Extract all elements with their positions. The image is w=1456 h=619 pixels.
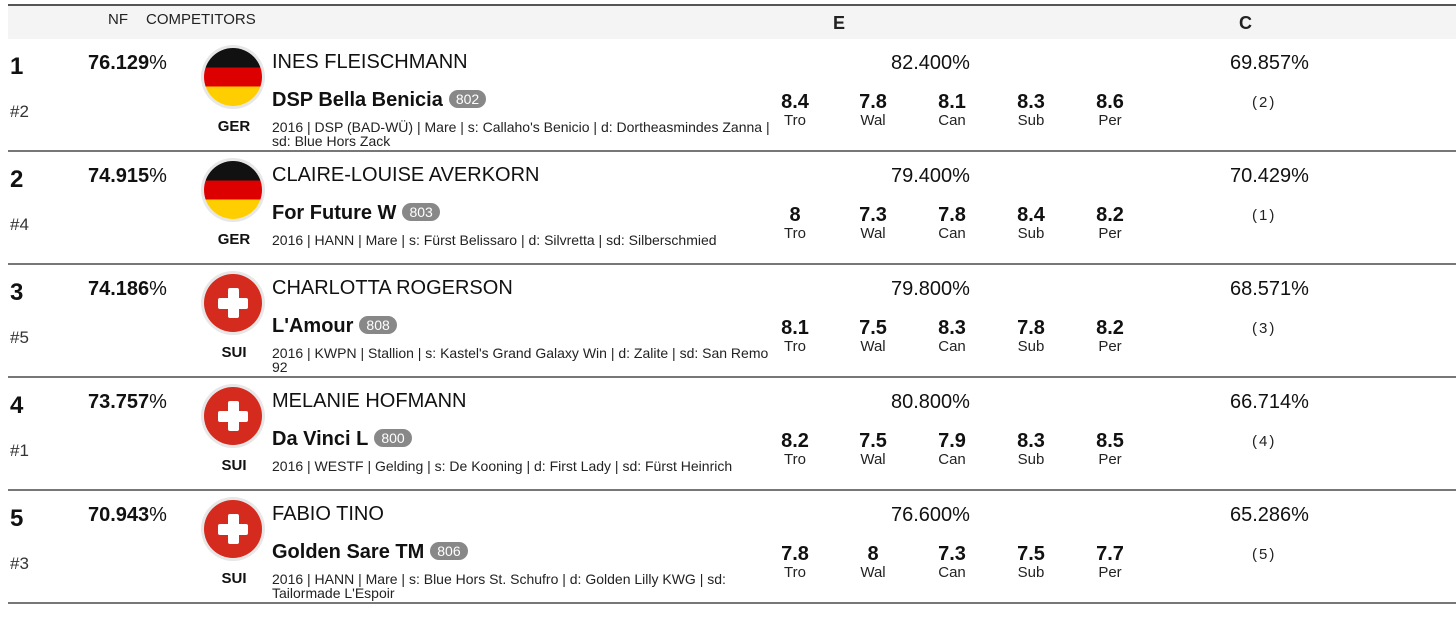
criterion-label: Tro (784, 564, 806, 581)
criterion-score-value: 8.1 (781, 317, 809, 339)
criterion-score (765, 430, 825, 467)
result-row[interactable] (8, 378, 1456, 491)
criterion-label: Can (938, 225, 966, 242)
criterion-score-value: 7.5 (859, 317, 887, 339)
criterion-label: Wal (860, 225, 886, 242)
rider-name[interactable]: INES FLEISCHMANN (272, 51, 468, 73)
rank: 2 (10, 166, 24, 193)
criterion-score (1001, 204, 1061, 241)
criterion-score-value: 7.8 (1017, 317, 1045, 339)
c-total-score: 65.286% (1230, 504, 1309, 526)
nation-code: SUI (221, 457, 247, 474)
criterion-score (765, 91, 825, 128)
criterion-score (843, 204, 903, 241)
horse-name-text[interactable]: L'Amour (272, 315, 354, 337)
criterion-score-value: 8.3 (1017, 430, 1045, 452)
start-number: #5 (10, 328, 29, 347)
germany-flag-icon (204, 161, 262, 219)
results-list (8, 39, 1456, 604)
result-row[interactable] (8, 152, 1456, 265)
horse-name[interactable] (272, 315, 397, 338)
bib-number-badge: 802 (449, 90, 486, 108)
total-percentage (88, 278, 167, 301)
criterion-score-value: 7.8 (781, 543, 809, 565)
criterion-score (765, 204, 825, 241)
criterion-label: Tro (784, 112, 806, 129)
percent-sign: % (149, 165, 167, 187)
criterion-score-value: 8.6 (1096, 91, 1124, 113)
germany-flag-icon (204, 48, 262, 106)
total-percentage-value: 76.129 (88, 52, 150, 74)
criterion-score (922, 91, 982, 128)
rank: 3 (10, 279, 24, 306)
criterion-score (1001, 317, 1061, 354)
rider-name[interactable]: CLAIRE-LOUISE AVERKORN (272, 164, 540, 186)
criterion-score (843, 91, 903, 128)
total-percentage-value: 70.943 (88, 504, 150, 526)
criterion-score-value: 8.2 (1096, 204, 1124, 226)
criterion-score-value: 7.3 (938, 543, 966, 565)
criterion-label: Per (1098, 564, 1122, 581)
start-number: #3 (10, 554, 29, 573)
criterion-score (765, 543, 825, 580)
criterion-score (843, 543, 903, 580)
nation-code: SUI (221, 570, 247, 587)
criterion-score-value: 8.3 (938, 317, 966, 339)
criterion-score-value: 8.4 (781, 91, 809, 113)
criterion-score-value: 7.9 (938, 430, 966, 452)
criterion-label: Sub (1017, 338, 1045, 355)
criterion-label: Sub (1017, 451, 1045, 468)
criterion-label: Can (938, 451, 966, 468)
rider-name[interactable]: FABIO TINO (272, 503, 384, 525)
criterion-label: Per (1098, 225, 1122, 242)
percent-sign: % (149, 504, 167, 526)
criterion-score-value: 7.7 (1096, 543, 1124, 565)
criterion-score-value: 7.8 (938, 204, 966, 226)
criterion-label: Wal (860, 112, 886, 129)
total-percentage (88, 165, 167, 188)
criterion-score (1080, 91, 1140, 128)
rank: 5 (10, 505, 24, 532)
horse-name-text[interactable]: Da Vinci L (272, 428, 369, 450)
criterion-score-value: 7.5 (1017, 543, 1045, 565)
header-c: C (1239, 13, 1252, 33)
horse-details: 2016 | KWPN | Stallion | s: Kastel's Grand Galaxy Win | d: Zalite | sd: San Remo 92 (272, 345, 769, 375)
horse-details: 2016 | WESTF | Gelding | s: De Kooning | d: First Lady | sd: Fürst Heinrich (272, 458, 733, 474)
rank: 1 (10, 53, 24, 80)
c-rank: (3) (1252, 320, 1277, 337)
criterion-score (1080, 543, 1140, 580)
horse-name-text[interactable]: Golden Sare TM (272, 541, 425, 563)
criterion-label: Can (938, 338, 966, 355)
criterion-score (843, 317, 903, 354)
c-total-score: 66.714% (1230, 391, 1309, 413)
header-competitors: COMPETITORS (146, 11, 256, 28)
bib-number-badge: 806 (430, 542, 467, 560)
result-row[interactable] (8, 265, 1456, 378)
criterion-score-value: 7.5 (859, 430, 887, 452)
c-total-score: 69.857% (1230, 52, 1309, 74)
criterion-score-value: 8 (867, 543, 879, 565)
percent-sign: % (149, 391, 167, 413)
criterion-label: Sub (1017, 225, 1045, 242)
criterion-score (922, 543, 982, 580)
horse-name[interactable] (272, 541, 468, 564)
switzerland-flag-icon (204, 500, 262, 558)
results-header (8, 4, 1456, 39)
e-total-score: 76.600% (891, 504, 970, 526)
horse-name-text[interactable]: DSP Bella Benicia (272, 89, 443, 111)
bib-number-badge: 800 (374, 429, 411, 447)
criterion-score-value: 8.2 (1096, 317, 1124, 339)
e-total-score: 82.400% (891, 52, 970, 74)
nation-code: GER (217, 231, 251, 248)
criterion-label: Per (1098, 451, 1122, 468)
criterion-label: Per (1098, 112, 1122, 129)
horse-name-text[interactable]: For Future W (272, 202, 397, 224)
criterion-score (922, 317, 982, 354)
criterion-label: Wal (860, 451, 886, 468)
total-percentage (88, 52, 167, 75)
e-total-score: 79.400% (891, 165, 970, 187)
criterion-score-value: 8.5 (1096, 430, 1124, 452)
result-row[interactable] (8, 39, 1456, 152)
criterion-label: Wal (860, 338, 886, 355)
criterion-label: Can (938, 112, 966, 129)
rider-name[interactable]: MELANIE HOFMANN (272, 390, 467, 412)
total-percentage-value: 74.186 (88, 278, 150, 300)
criterion-score-value: 8.4 (1017, 204, 1045, 226)
horse-details: 2016 | HANN | Mare | s: Blue Hors St. Schufro | d: Golden Lilly KWG | sd: Tailormade L'Espoir (272, 571, 726, 601)
criterion-score (1080, 430, 1140, 467)
total-percentage (88, 391, 167, 414)
total-percentage (88, 504, 167, 527)
total-percentage-value: 74.915 (88, 165, 150, 187)
criterion-score (922, 204, 982, 241)
total-percentage-value: 73.757 (88, 391, 150, 413)
c-rank: (1) (1252, 207, 1277, 224)
criterion-score (1080, 204, 1140, 241)
horse-name[interactable] (272, 428, 412, 451)
horse-details: 2016 | DSP (BAD-WÜ) | Mare | s: Callaho's Benicio | d: Dortheasmindes Zanna | sd: Blue Hors Zack (272, 119, 770, 149)
criterion-score (1001, 543, 1061, 580)
bib-number-badge: 808 (359, 316, 396, 334)
c-total-score: 68.571% (1230, 278, 1309, 300)
criterion-score (922, 430, 982, 467)
c-rank: (5) (1252, 546, 1277, 563)
criterion-label: Tro (784, 338, 806, 355)
percent-sign: % (149, 52, 167, 74)
horse-details: 2016 | HANN | Mare | s: Fürst Belissaro | d: Silvretta | sd: Silberschmied (272, 232, 717, 248)
criterion-score (1001, 91, 1061, 128)
e-total-score: 79.800% (891, 278, 970, 300)
bib-number-badge: 803 (402, 203, 439, 221)
percent-sign: % (149, 278, 167, 300)
nation-code: GER (217, 118, 251, 135)
horse-name[interactable] (272, 89, 486, 112)
criterion-score-value: 8 (789, 204, 801, 226)
switzerland-flag-icon (204, 387, 262, 445)
switzerland-flag-icon (204, 274, 262, 332)
criterion-score-value: 8.2 (781, 430, 809, 452)
start-number: #1 (10, 441, 29, 460)
start-number: #4 (10, 215, 29, 234)
criterion-label: Can (938, 564, 966, 581)
criterion-score-value: 8.3 (1017, 91, 1045, 113)
criterion-score-value: 7.8 (859, 91, 887, 113)
horse-name[interactable] (272, 202, 440, 225)
c-rank: (4) (1252, 433, 1277, 450)
result-row[interactable] (8, 491, 1456, 604)
criterion-label: Sub (1017, 112, 1045, 129)
criterion-score (1001, 430, 1061, 467)
start-number: #2 (10, 102, 29, 121)
rank: 4 (10, 392, 24, 419)
criterion-score (1080, 317, 1140, 354)
criterion-score (765, 317, 825, 354)
criterion-score (843, 430, 903, 467)
c-total-score: 70.429% (1230, 165, 1309, 187)
rider-name[interactable]: CHARLOTTA ROGERSON (272, 277, 513, 299)
criterion-label: Per (1098, 338, 1122, 355)
criterion-label: Tro (784, 225, 806, 242)
header-nf: NF (108, 11, 128, 28)
criterion-label: Sub (1017, 564, 1045, 581)
criterion-score-value: 8.1 (938, 91, 966, 113)
criterion-label: Tro (784, 451, 806, 468)
criterion-score-value: 7.3 (859, 204, 887, 226)
nation-code: SUI (221, 344, 247, 361)
c-rank: (2) (1252, 94, 1277, 111)
e-total-score: 80.800% (891, 391, 970, 413)
header-e: E (833, 13, 846, 33)
criterion-label: Wal (860, 564, 886, 581)
